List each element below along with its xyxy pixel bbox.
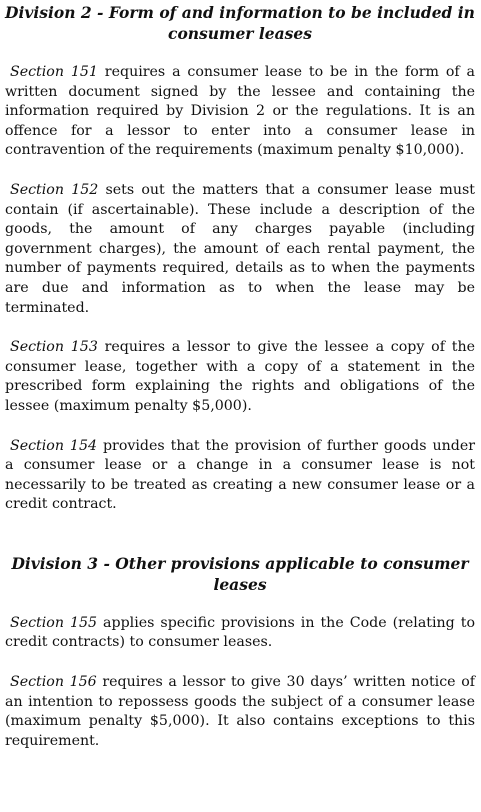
section-154-ref: Section 154: [10, 437, 98, 454]
section-155-text: applies specific provisions in the Code (relating to credit contracts) to consumer leases.: [5, 614, 475, 651]
section-152-text: sets out the matters that a consumer lease must contain (if ascertainable). These include a description of the goods, the amount of any charges payable (including government charges), the amount of each rental payment, the number of payments required, details as to when the payments are due and information as to when the lease may be terminated.: [5, 181, 475, 316]
division-3-heading: Division 3 - Other provisions applicable to consumer leases: [11, 553, 469, 594]
section-151-ref: Section 151: [10, 64, 98, 80]
section-156-paragraph: [5, 673, 475, 751]
section-151-text: requires a consumer lease to be in the form of a written document signed by the lessee and containing the information required by Division 2 or the regulations. It is an offence for a lessor to enter into a consumer lease in contravention of the requirements (maximum penalty $10,000).: [5, 64, 475, 159]
section-153-text: requires a lessor to give the lessee a copy of the consumer lease, together with a copy of a statement in the prescribed form explaining the rights and obligations of the lessee (maximum penalty $5,000).: [5, 339, 475, 414]
section-155-paragraph: [5, 614, 475, 653]
section-153-ref: Section 153: [10, 339, 98, 356]
section-154-text: provides that the provision of further goods under a consumer lease or a change in a consumer lease is not necessarily to be treated as creating a new consumer lease or a credit contract.: [5, 437, 476, 513]
division-2-heading: Division 2 - Form of and information to be included in consumer leases: [5, 3, 475, 43]
section-154-paragraph: [5, 437, 475, 515]
section-156-ref: Section 156: [10, 674, 97, 691]
section-152-paragraph: [5, 181, 475, 318]
section-155-ref: Section 155: [10, 614, 98, 631]
section-153-paragraph: [5, 338, 475, 416]
section-152-ref: Section 152: [10, 181, 99, 198]
section-156-text: requires a lessor to give 30 days’ written notice of an intention to repossess goods the subject of a consumer lease (maximum penalty $5,000). It also contains exceptions to this requirement.: [5, 674, 475, 749]
section-151-paragraph: [5, 63, 475, 161]
